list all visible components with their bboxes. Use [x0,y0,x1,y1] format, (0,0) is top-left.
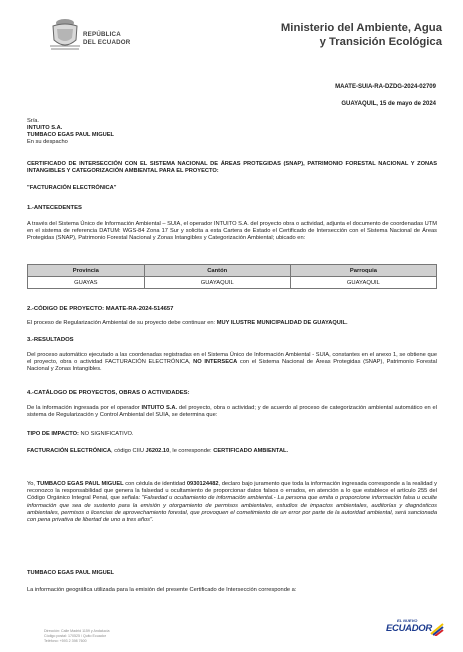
footer-postal: Código postal: 170525 / Quito Ecuador [44,634,106,638]
declaration-paragraph [27,481,437,524]
footer-phone: Teléfono: +593 2 398 7600 [44,639,87,643]
codigo-paragraph [27,320,437,327]
declaration-yo: Yo, [27,481,36,487]
footer-address: Dirección: Calle Madrid 1159 y Andalucía [44,629,110,633]
section-resultados-heading: 3.-RESULTADOS [27,337,74,343]
certificado-ambiental-label: CERTIFICADO AMBIENTAL. [213,448,289,454]
facturacion-project: FACTURACIÓN ELECTRÓNICA [27,448,112,454]
addressee-company: INTUITO S.A. [27,125,63,131]
catalogo-text-c: del proyecto, obra o actividad; y de acuerdo al proceso de categorización ambiental automático en el sistema de Regularización y Control Ambiental del SUIA, se determina que: [27,405,437,419]
ciiu-code: J6202.10 [145,448,170,454]
declaration-legal-quote: "Falsedad u ocultamiento de información ambiental.- La persona que emita o proporcione información falsa u oculte información que sea de sustento para la emisión y otorgamiento de permisos ambientales, estudios de impactos ambientales, auditorías y diagnósticos ambientales, permisos o licencias de aprovechamiento forestal, que provoquen el cometimiento de un error por parte de la autoridad ambiental, será sancionada con pena privativa de libertad de uno a tres años". [27,495,437,524]
ministry-name-line1: Ministerio del Ambiente, Agua [280,22,442,34]
resultados-text-c: con el Sistema Nacional de Áreas Protegidas (SNAP), Patrimonio Forestal Nacional y Zonas Intangibles. [27,359,437,373]
location-table [27,264,437,289]
table-cell-canton: GUAYAQUIL [144,277,290,289]
declarant-name: TUMBACO EGAS PAUL MIGUEL [36,481,124,487]
tipo-impacto-value: NO SIGNIFICATIVO. [80,431,134,437]
table-header-canton: Cantón [144,265,290,277]
catalogo-text-a: De la información ingresada por el operador [27,405,140,411]
addressee-person: TUMBACO EGAS PAUL MIGUEL [27,132,114,138]
no-interseca-label: NO INTERSECA [193,359,238,366]
project-name: "FACTURACIÓN ELECTRÓNICA" [27,185,117,191]
flag-swoosh-icon [430,622,444,636]
facturacion-line [27,448,288,455]
el-nuevo-label: EL NUEVO [397,618,418,623]
table-cell-parroquia: GUAYAQUIL [290,277,436,289]
cedula-number: 0930124482 [186,481,219,487]
codigo-text: El proceso de Regularización Ambiental de su proyecto debe continuar en: [27,320,216,326]
antecedentes-paragraph: A través del Sistema Único de Información Ambiental – SUIA, el operador INTUITO S.A. del proyecto obra o actividad, adjunta el documento de coordenadas UTM en el sistema de referencia DATUM: WGS-84 Zona 17 Sur y solicita a esta Cartera de Estado el Certificado de Intersección con el Sistema Nacional de Áreas Protegidas (SNAP), Patrimonio Forestal Nacional y Zonas Intangibles y Categorización Ambiental; ubicado en: [27,221,437,242]
signature-name: TUMBACO EGAS PAUL MIGUEL [27,570,114,576]
tipo-impacto-line [27,431,134,438]
document-date: GUAYAQUIL, 15 de mayo de 2024 [341,101,436,107]
municipality-name: MUY ILUSTRE MUNICIPALIDAD DE GUAYAQUIL. [216,320,348,326]
resultados-paragraph [27,352,437,374]
certificate-title: CERTIFICADO DE INTERSECCIÓN CON EL SISTEMA NACIONAL DE ÁREAS PROTEGIDAS (SNAP), PATRIMONIO FORESTAL NACIONAL Y ZONAS INTANGIBLES Y CATEGORIZACIÓN AMBIENTAL PARA EL PROYECTO: [27,161,437,175]
section-catalogo-heading: 4.-CATÁLOGO DE PROYECTOS, OBRAS O ACTIVIDADES: [27,390,190,396]
table-header-parroquia: Parroquia [290,265,436,277]
table-cell-provincia: GUAYAS [28,277,145,289]
ecuador-coat-of-arms-icon [48,16,82,52]
facturacion-corresponde: , le corresponde: [169,448,212,454]
catalogo-paragraph [27,405,437,419]
resultados-text-a: Del proceso automático ejecutado a las coordenadas registradas en el Sistema Único de Información Ambiental - SUIA, constantes en el anexo 1, se obtiene que el proyecto, obra o actividad FACTURACIÓN ELECTRÓNICA, [27,352,437,366]
salutation: Sr/a. [27,118,40,124]
section-codigo-heading: 2.-CÓDIGO DE PROYECTO: MAATE-RA-2024-514657 [27,306,174,312]
ecuador-brand-logo: ECUADOR [386,623,432,634]
table-header-provincia: Provincia [28,265,145,277]
section-antecedentes-heading: 1.-ANTECEDENTES [27,205,82,211]
operator-name: INTUITO S.A. [141,405,178,411]
tipo-impacto-label: TIPO DE IMPACTO: [27,431,79,437]
facturacion-ciiu-label: , código CIIU [111,448,144,454]
table-header-row [28,265,437,277]
republic-name-line2: DEL ECUADOR [83,39,131,46]
table-row [28,277,437,289]
despacho-note: En su despacho [27,139,68,145]
declaration-cedula-label: con cédula de identidad [125,481,186,487]
ministry-name-line2: y Transición Ecológica [319,36,442,48]
geographic-info-text: La información geográfica utilizada para la emisión del presente Certificado de Intersección corresponde a: [27,587,297,593]
document-code: MAATE-SUIA-RA-DZDG-2024-02709 [335,84,436,90]
declaration-body: , declaro bajo juramento que toda la información ingresada corresponde a la realidad y reconozco la responsabilidad que genera la falsedad u ocultamiento de proporcionar datos falsos o errados, en atención a lo que establece el artículo 255 del Código Orgánico Integral Penal, que señala: [27,481,438,502]
republic-name-line1: REPÚBLICA [83,31,121,38]
